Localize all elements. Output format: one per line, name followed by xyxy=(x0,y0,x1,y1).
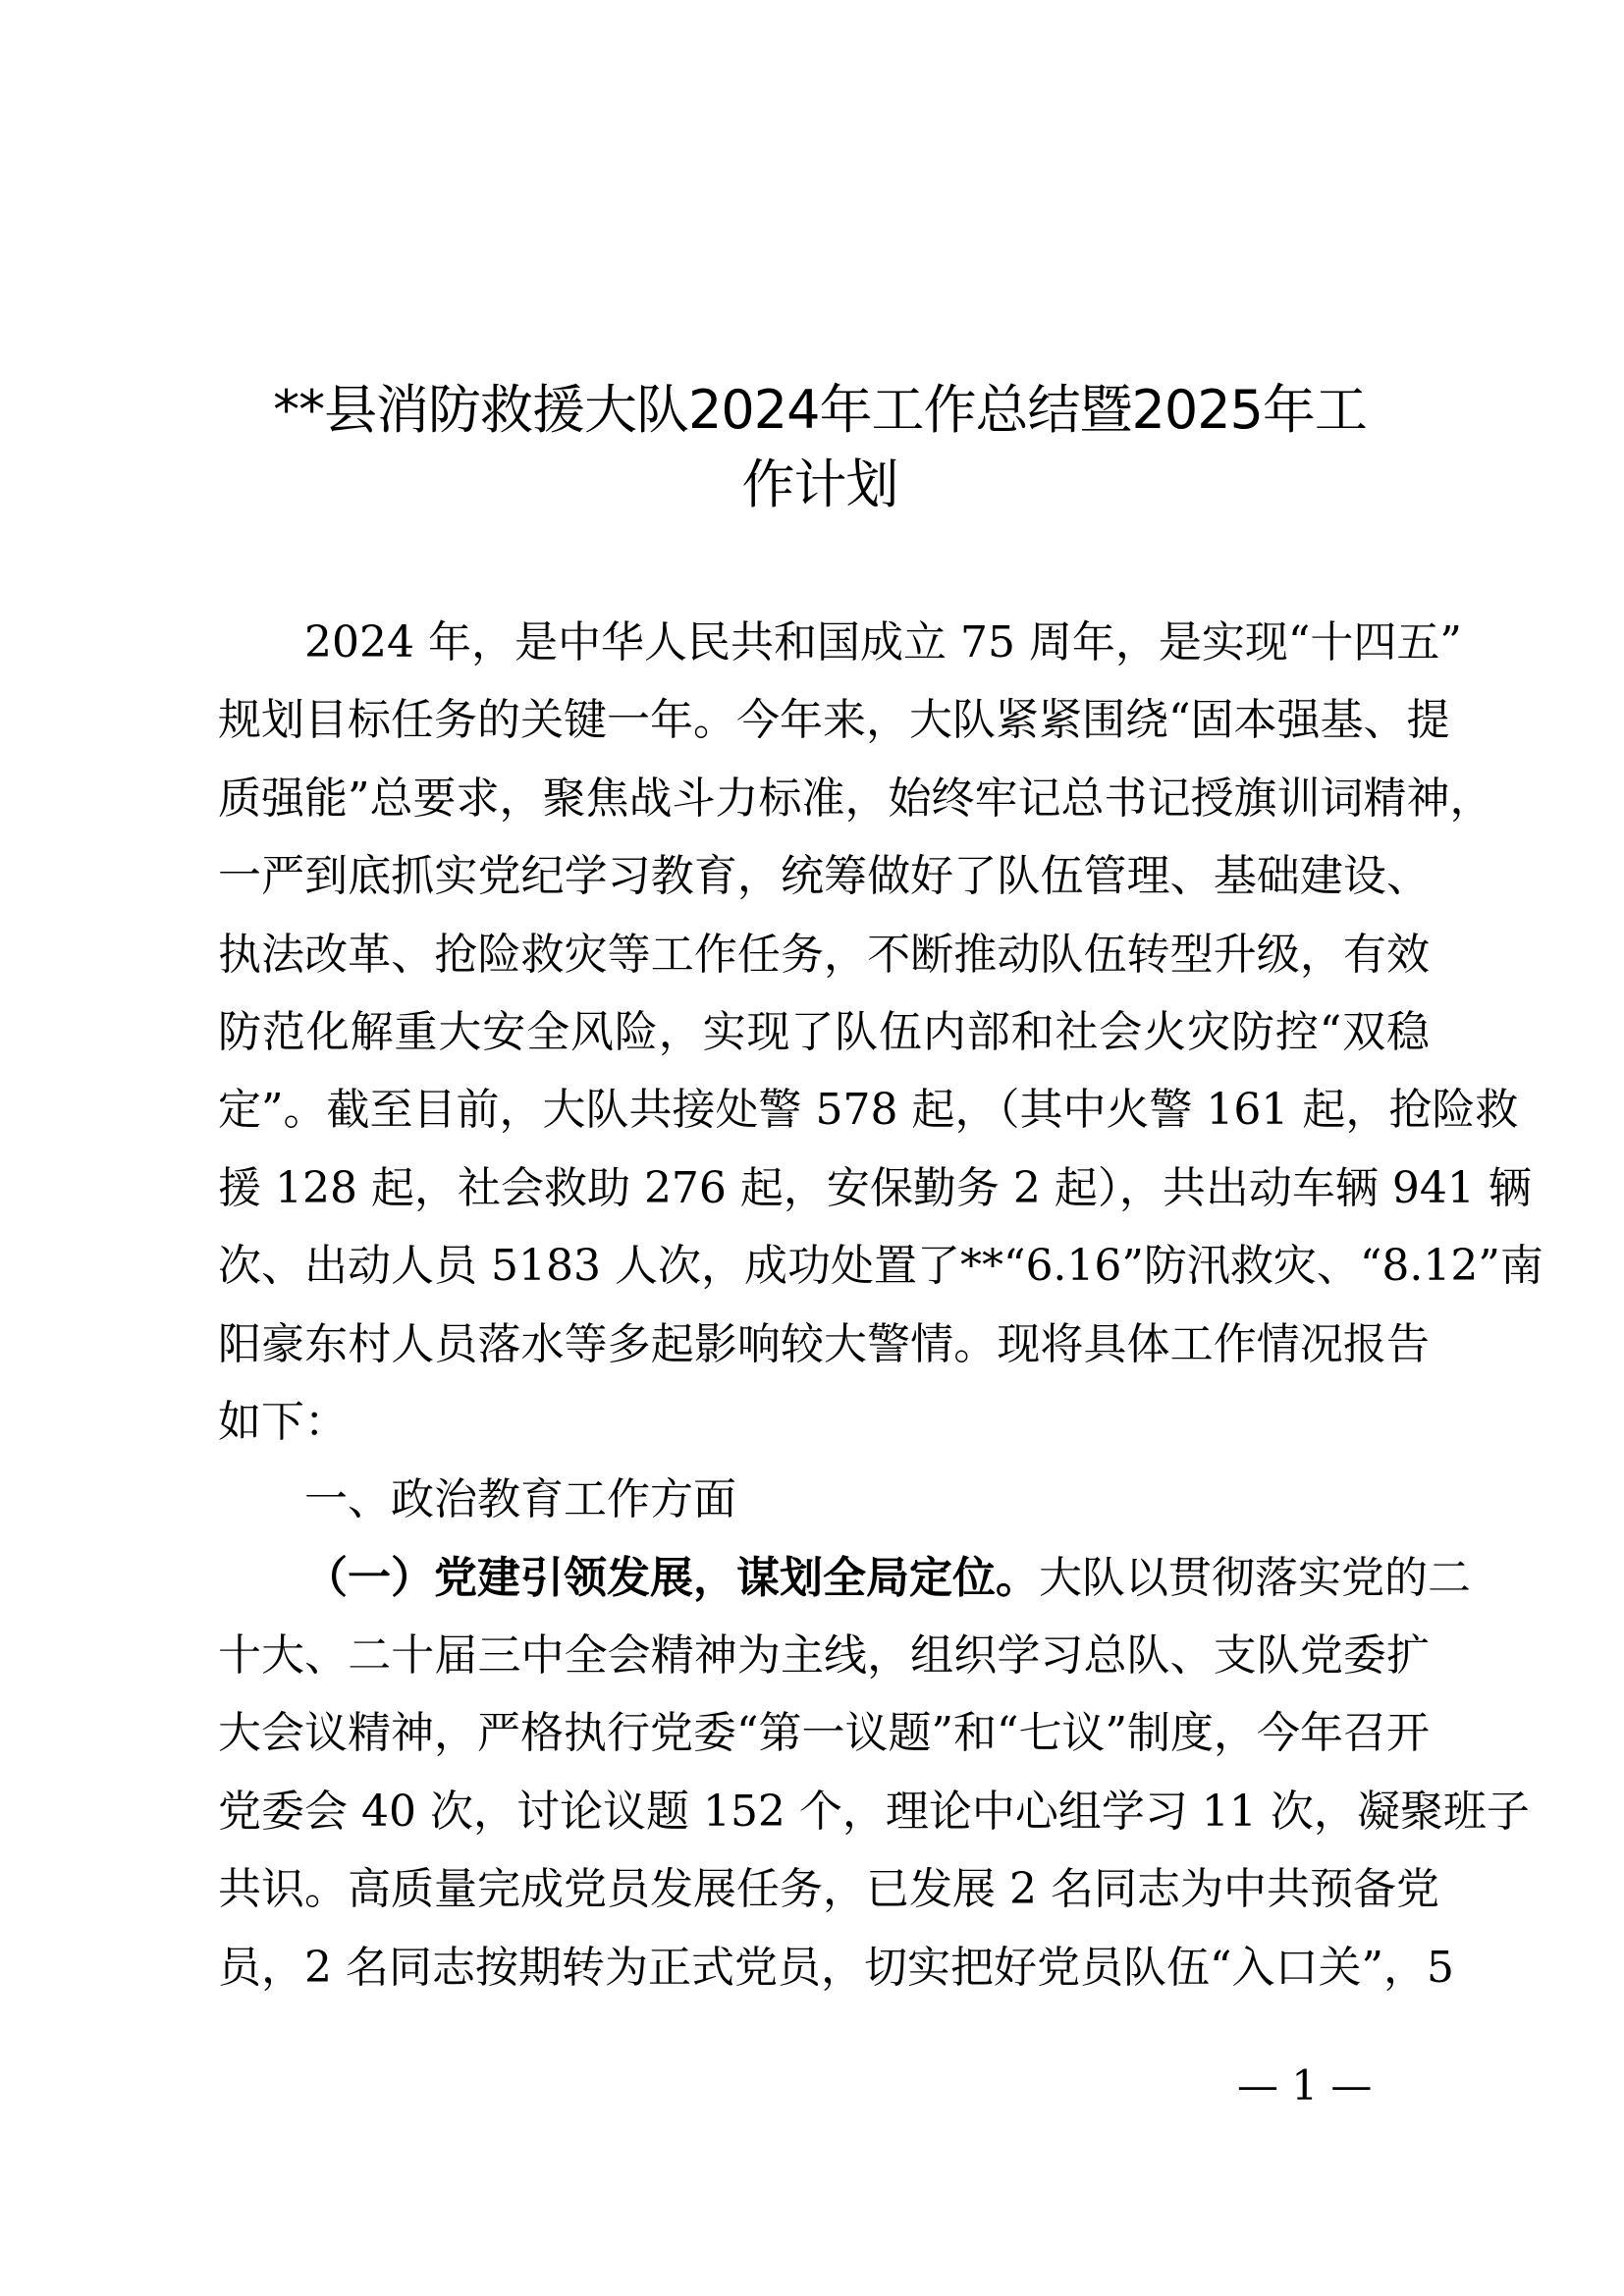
paragraph-line: 共识。高质量完成党员发展任务，已发展 2 名同志为中共预备党 xyxy=(218,1864,1439,1915)
document-title xyxy=(211,373,1429,522)
paragraph-line: 十大、二十届三中全会精神为主线，组织学习总队、支队党委扩 xyxy=(218,1630,1430,1682)
subsection-text: 大队以贯彻落实党的二 xyxy=(1039,1552,1471,1603)
paragraph-line: 大会议精神，严格执行党委“第一议题”和“七议”制度，今年召开 xyxy=(218,1708,1430,1759)
section-heading: 一、政治教育工作方面 xyxy=(304,1474,736,1525)
paragraph-line: 阳豪东村人员落水等多起影响较大警情。现将具体工作情况报告 xyxy=(218,1318,1430,1369)
paragraph-line: 一严到底抓实党纪学习教育，统筹做好了队伍管理、基础建设、 xyxy=(218,851,1430,902)
page-number: — 1 — xyxy=(1237,2061,1373,2109)
subsection-first-line xyxy=(218,1539,1471,1617)
paragraph-line: 员，2 名同志按期转为正式党员，切实把好党员队伍“入口关”，5 xyxy=(218,1942,1454,1993)
paragraph-line: 防范化解重大安全风险，实现了队伍内部和社会火灾防控“双稳 xyxy=(218,1006,1430,1057)
title-line-1: **县消防救援大队2024年工作总结暨2025年工 xyxy=(273,379,1367,441)
paragraph-line: 定”。截至目前，大队共接处警 578 起，（其中火警 161 起，抢险救 xyxy=(218,1085,1519,1136)
title-line-2: 作计划 xyxy=(741,454,898,515)
paragraph-line: 援 128 起，社会救助 276 起，安保勤务 2 起），共出动车辆 941 辆 xyxy=(218,1162,1532,1213)
subsection-lead: （一）党建引领发展，谋划全局定位。 xyxy=(304,1552,1039,1603)
paragraph-line: 质强能”总要求，聚焦战斗力标准，始终牢记总书记授旗训词精神， xyxy=(218,773,1493,824)
paragraph-line: 如下： xyxy=(218,1396,348,1447)
document-body xyxy=(218,604,1543,2006)
paragraph-line: 党委会 40 次，讨论议题 152 个，理论中心组学习 11 次，凝聚班子 xyxy=(218,1786,1530,1837)
paragraph-line: 2024 年，是中华人民共和国成立 75 周年，是实现“十四五” xyxy=(304,617,1462,667)
paragraph-line: 执法改革、抢险救灾等工作任务，不断推动队伍转型升级，有效 xyxy=(218,929,1430,980)
paragraph-line: 次、出动人员 5183 人次，成功处置了**“6.16”防汛救灾、“8.12”南 xyxy=(218,1241,1543,1292)
paragraph-line: 规划目标任务的关键一年。今年来，大队紧紧围绕“固本强基、提 xyxy=(218,695,1450,746)
